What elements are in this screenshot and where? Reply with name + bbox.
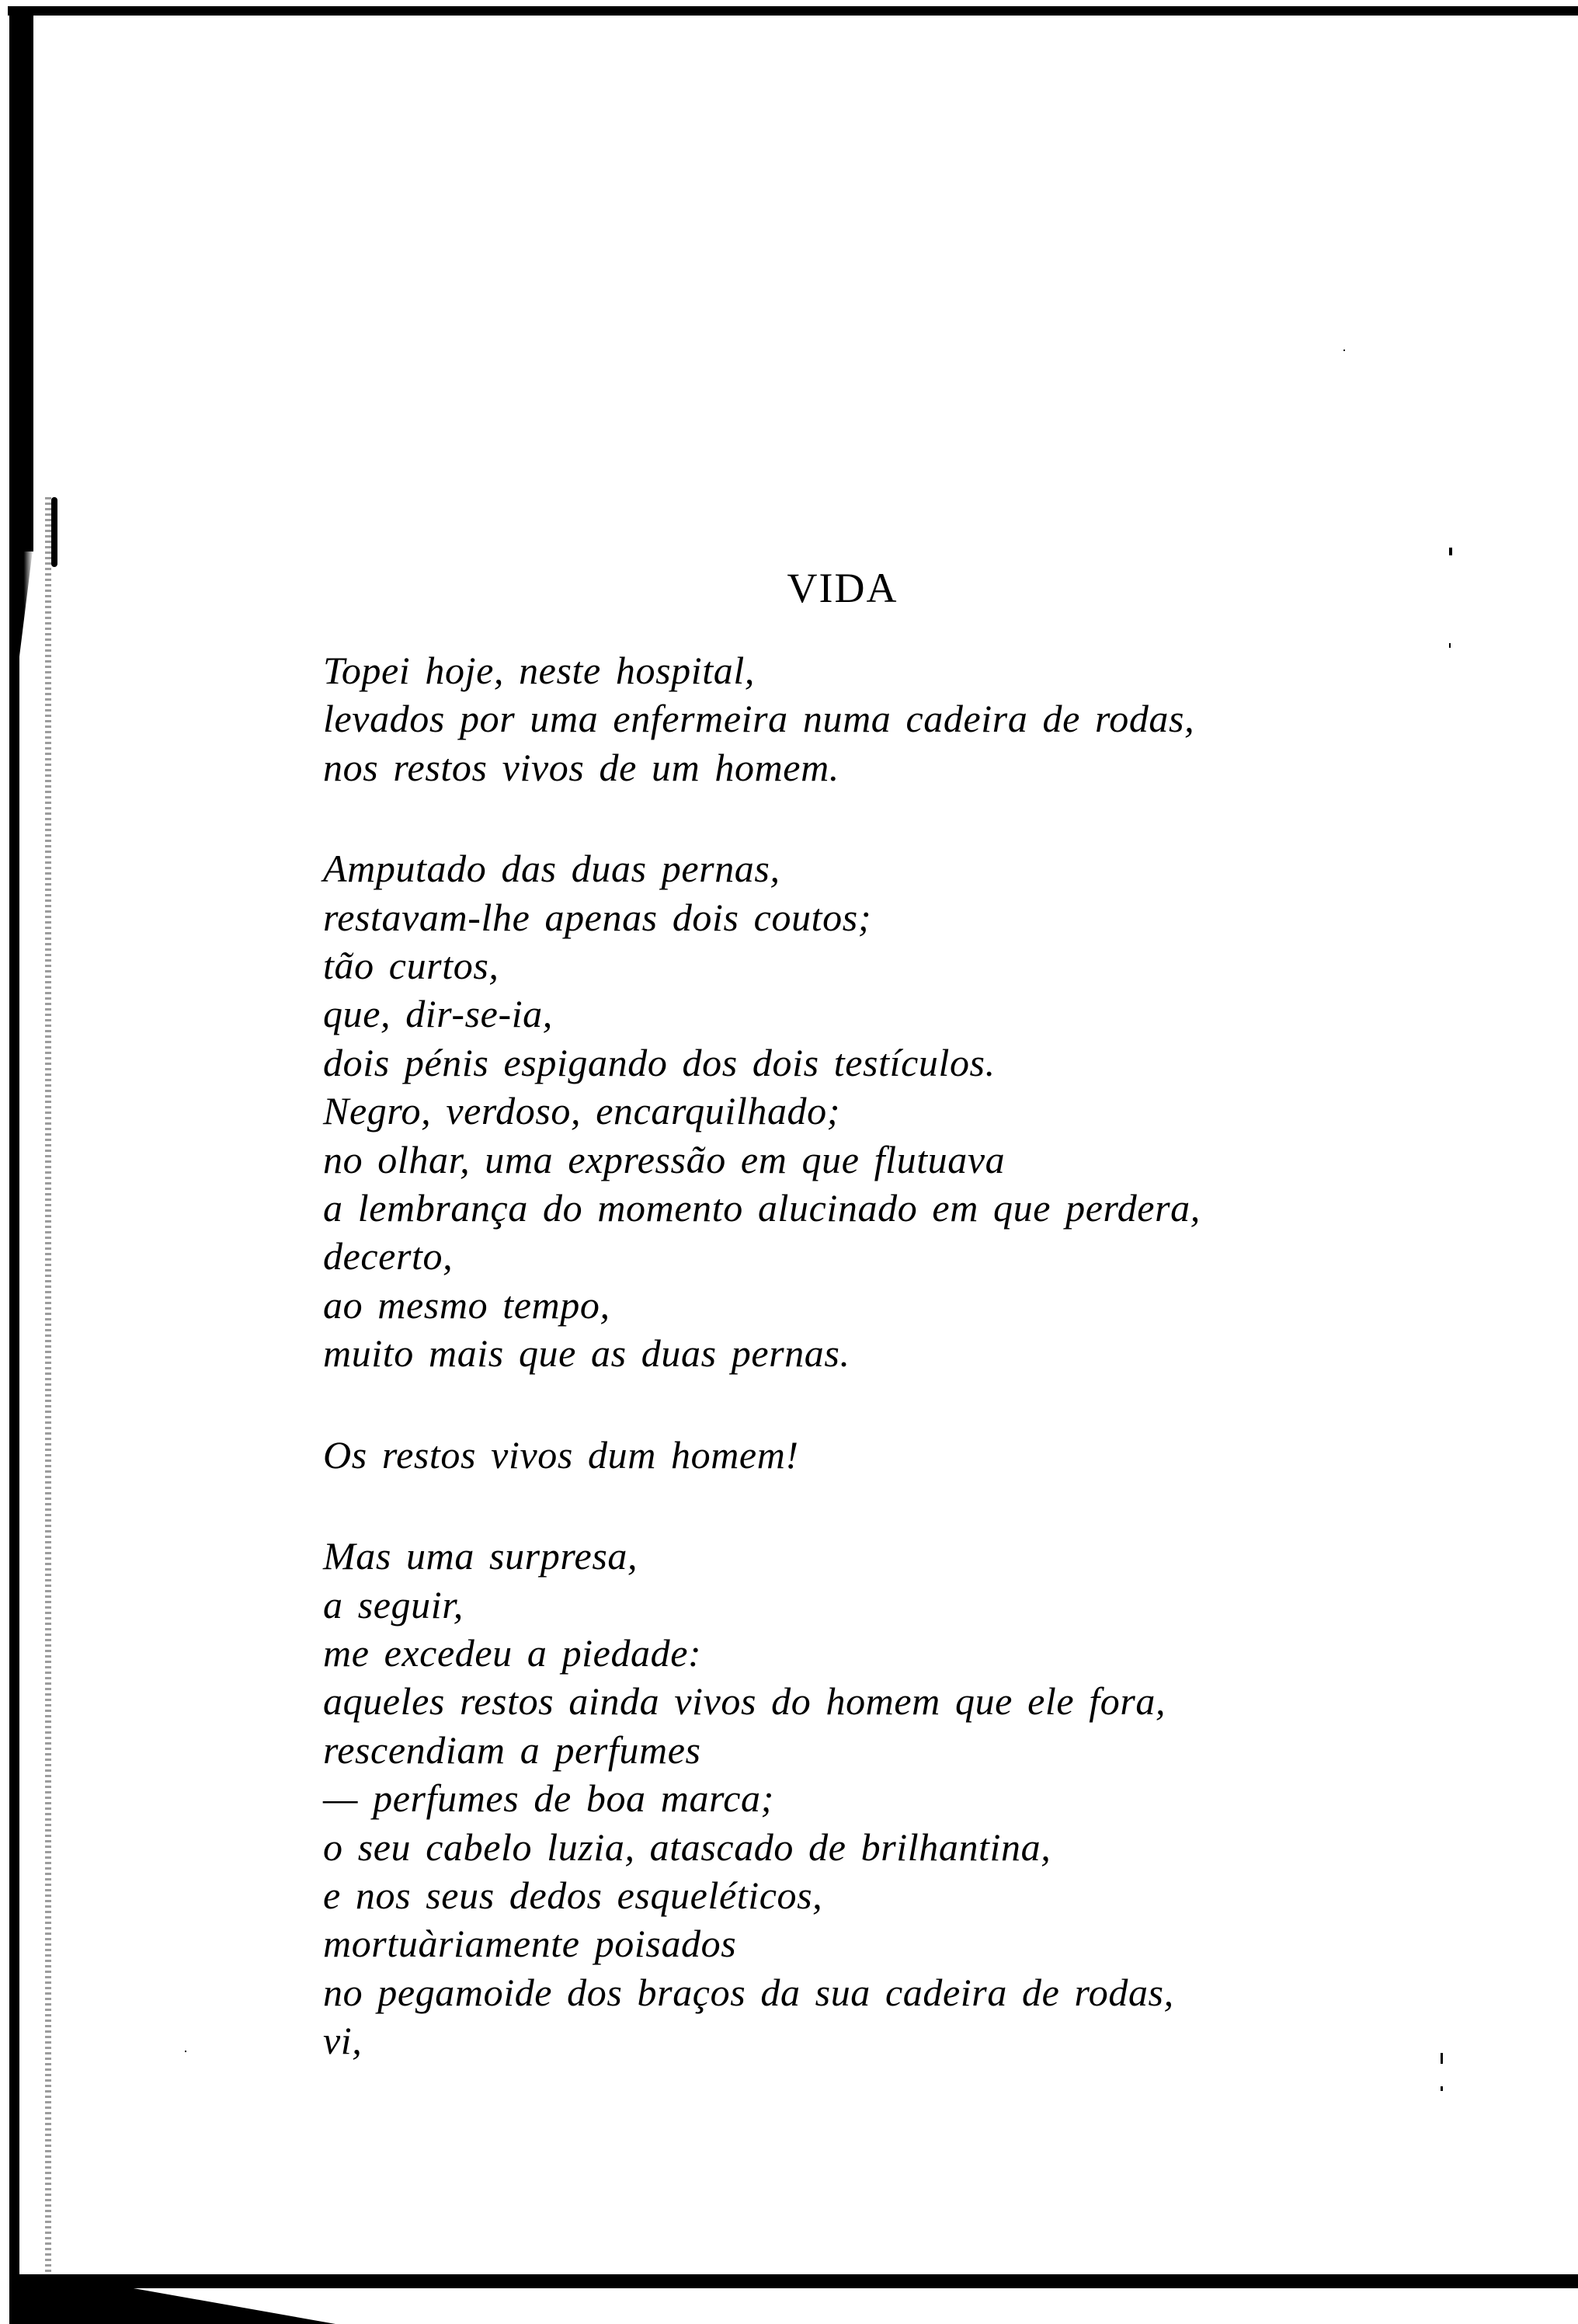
- poem-line: e nos seus dedos esqueléticos,: [323, 1873, 823, 1917]
- poem-line: me excedeu a piedade:: [323, 1630, 702, 1675]
- poem-line: no olhar, uma expressão em que flutuava: [323, 1137, 1006, 1181]
- poem-line: — perfumes de boa marca;: [323, 1776, 774, 1821]
- poem-line: a lembrança do momento alucinado em que perdera,: [323, 1186, 1201, 1230]
- poem-line: restavam-lhe apenas dois coutos;: [323, 895, 872, 939]
- poem-line: Topei hoje, neste hospital,: [323, 649, 755, 692]
- poem-line: decerto,: [323, 1234, 454, 1279]
- poem-line: tão curtos,: [323, 944, 499, 988]
- poem-line: o seu cabelo luzia, atascado de brilhantina,: [323, 1825, 1051, 1869]
- poem-line: muito mais que as duas pernas.: [323, 1331, 850, 1376]
- poem-line: Mas uma surpresa,: [323, 1534, 638, 1578]
- stanza-4: [323, 1532, 1410, 2065]
- stanza-1: [323, 646, 1410, 791]
- poem-line: rescendiam a perfumes: [323, 1727, 701, 1772]
- poem-line: aqueles restos ainda vivos do homem que ele fora,: [323, 1679, 1166, 1724]
- poem-line: Negro, verdoso, encarquilhado;: [323, 1089, 841, 1133]
- poem-line: a seguir,: [323, 1582, 464, 1626]
- poem-line: vi,: [323, 2019, 363, 2063]
- stanza-2: [323, 844, 1410, 1377]
- poem-line: no pegamoide dos braços da sua cadeira de rodas,: [323, 1970, 1174, 2014]
- poem-line: que, dir-se-ia,: [323, 992, 553, 1036]
- stanza-3: [323, 1431, 1410, 1479]
- poem-line: levados por uma enfermeira numa cadeira de rodas,: [323, 697, 1195, 741]
- poem-line: ao mesmo tempo,: [323, 1282, 610, 1327]
- poem-line: Amputado das duas pernas,: [323, 847, 780, 891]
- poem-line: mortuàriamente poisados: [323, 1922, 737, 1966]
- poem-line: Os restos vivos dum homem!: [323, 1432, 799, 1477]
- poem-title: VIDA: [787, 565, 898, 612]
- poem-body: [323, 646, 1410, 2065]
- poem-line: nos restos vivos de um homem.: [323, 745, 839, 789]
- poem-line: dois pénis espigando dos dois testículos.: [323, 1040, 996, 1084]
